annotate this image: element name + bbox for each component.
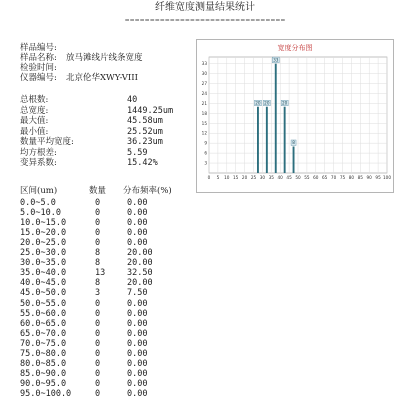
x-tick-label: 90: [366, 175, 372, 180]
y-tick-label: 21: [201, 100, 207, 106]
table-cell: 85.0~90.0: [20, 368, 67, 379]
y-tick-label: 33: [201, 61, 207, 67]
table-cell: 40.0~45.0: [20, 278, 67, 289]
table-header: 分布频率(%): [123, 186, 172, 196]
table-cell: 0.00: [127, 208, 148, 219]
sample-info-label: 样品编号:: [20, 43, 57, 53]
table-cell: 75.0~80.0: [20, 348, 67, 359]
x-tick-label: 65: [322, 175, 328, 180]
stat-label: 最大值:: [20, 116, 49, 126]
stat-label: 总根数:: [20, 95, 49, 105]
table-cell: 0.00: [127, 358, 148, 369]
table-cell: 8: [95, 248, 101, 259]
histogram-bar: [293, 146, 295, 173]
x-tick-label: 100: [383, 175, 391, 180]
histogram-bar: [275, 64, 277, 173]
stat-label: 总宽度:: [20, 106, 49, 116]
table-cell: 0.00: [127, 338, 148, 349]
bar-value-label: 20: [264, 100, 270, 106]
y-tick-label: 3: [204, 160, 207, 166]
table-cell: 0: [95, 318, 101, 329]
table-cell: 0: [95, 198, 101, 208]
histogram-bar: [266, 107, 268, 173]
table-cell: 95.0~100.0: [20, 388, 72, 399]
table-cell: 15.0~20.0: [20, 228, 67, 239]
stat-value: 25.52um: [127, 127, 163, 137]
y-tick-label: 27: [201, 81, 207, 87]
table-header: 数量: [89, 186, 107, 196]
x-tick-label: 40: [277, 175, 283, 180]
x-tick-label: 25: [250, 175, 257, 180]
table-cell: 32.50: [127, 268, 153, 279]
table-cell: 13: [95, 268, 106, 279]
y-tick-label: 30: [201, 71, 207, 77]
table-cell: 35.0~40.0: [20, 268, 67, 279]
table-header: 区间(um): [20, 186, 58, 196]
table-cell: 0: [95, 368, 101, 379]
stat-value: 5.59: [127, 148, 148, 158]
bar-value-label: 33: [273, 57, 279, 63]
stat-value: 15.42%: [127, 158, 158, 168]
sample-info-label: 检验时间:: [20, 63, 57, 73]
table-cell: 0.00: [127, 298, 148, 309]
table-cell: 0.00: [127, 378, 148, 389]
table-cell: 20.00: [127, 278, 153, 289]
x-tick-label: 30: [259, 175, 266, 180]
table-cell: 7.50: [127, 288, 148, 299]
table-cell: 0: [95, 348, 101, 359]
x-tick-label: 20: [241, 175, 248, 180]
table-cell: 0: [95, 228, 101, 239]
stat-label: 数量平均宽度:: [20, 137, 74, 147]
x-tick-label: 35: [268, 175, 274, 180]
x-tick-label: 50: [295, 175, 301, 180]
y-tick-label: 24: [201, 90, 207, 96]
table-cell: 70.0~75.0: [20, 338, 67, 349]
x-tick-label: 0: [207, 175, 211, 180]
table-cell: 0: [95, 208, 101, 219]
table-cell: 0: [95, 338, 101, 349]
table-cell: 55.0~60.0: [20, 308, 67, 319]
table-cell: 3: [95, 288, 101, 299]
bar-value-label: 20: [255, 100, 261, 106]
table-cell: 0: [95, 218, 101, 229]
report-title: 纤维宽度测量结果统计: [155, 2, 255, 13]
table-cell: 80.0~85.0: [20, 358, 67, 369]
stat-label: 均方根差:: [20, 148, 57, 158]
stat-label: 最小值:: [20, 127, 49, 137]
bar-value-label: 8: [292, 140, 295, 146]
table-cell: 0: [95, 358, 101, 369]
table-cell: 0: [95, 238, 101, 249]
x-tick-label: 10: [224, 175, 230, 180]
width-distribution-chart: [196, 39, 394, 193]
table-cell: 5.0~10.0: [20, 208, 61, 219]
table-cell: 50.0~55.0: [20, 298, 67, 309]
table-cell: 8: [95, 258, 101, 269]
table-cell: 0.00: [127, 198, 148, 208]
y-tick-label: 9: [204, 140, 207, 146]
x-tick-label: 70: [330, 175, 337, 180]
table-cell: 20.00: [127, 258, 153, 269]
x-tick-label: 15: [233, 175, 239, 180]
sample-info-value: 北京伦华XWY-VIII: [66, 73, 138, 83]
table-cell: 25.0~30.0: [20, 248, 67, 259]
table-cell: 0.00: [127, 388, 148, 399]
table-cell: 60.0~65.0: [20, 318, 67, 329]
table-cell: 8: [95, 278, 101, 289]
table-cell: 0: [95, 298, 101, 309]
table-cell: 0.00: [127, 368, 148, 379]
x-tick-label: 45: [286, 175, 292, 180]
table-cell: 0.00: [127, 218, 148, 229]
table-cell: 0: [95, 328, 101, 339]
x-tick-label: 75: [339, 175, 346, 180]
title-underline: ================================: [124, 17, 286, 24]
table-cell: 0.00: [127, 328, 148, 339]
histogram-bar: [257, 107, 259, 173]
table-cell: 0: [95, 378, 101, 389]
sample-info-label: 仪器编号:: [20, 73, 57, 83]
table-cell: 20.0~25.0: [20, 238, 67, 249]
table-cell: 0.00: [127, 228, 148, 239]
table-cell: 0.00: [127, 308, 148, 319]
stat-label: 变异系数:: [20, 158, 57, 168]
table-cell: 10.0~15.0: [20, 218, 67, 229]
chart-canvas: [197, 40, 393, 192]
table-cell: 30.0~35.0: [20, 258, 67, 269]
chart-title: 宽度分布图: [277, 44, 313, 52]
x-tick-label: 95: [375, 175, 381, 180]
table-cell: 90.0~95.0: [20, 378, 67, 389]
y-tick-label: 12: [201, 130, 207, 136]
y-tick-label: 18: [201, 110, 207, 116]
x-tick-label: 60: [313, 175, 319, 180]
x-tick-label: 55: [304, 175, 310, 180]
x-tick-label: 5: [216, 175, 220, 180]
histogram-bar: [284, 107, 286, 173]
table-cell: 20.00: [127, 248, 153, 259]
table-cell: 0: [95, 308, 101, 319]
bar-value-label: 20: [281, 100, 288, 106]
stat-value: 45.58um: [127, 116, 163, 126]
table-cell: 65.0~70.0: [20, 328, 67, 339]
x-tick-label: 80: [348, 175, 355, 180]
sample-info-label: 样品名称:: [20, 53, 57, 63]
y-tick-label: 6: [204, 150, 207, 156]
y-tick-label: 15: [201, 120, 207, 126]
stat-value: 1449.25um: [127, 106, 174, 116]
stat-value: 40: [127, 95, 138, 105]
stat-value: 36.23um: [127, 137, 163, 147]
table-cell: 0.0~5.0: [20, 198, 56, 208]
table-cell: 0: [95, 388, 101, 399]
x-tick-label: 85: [357, 175, 363, 180]
table-cell: 45.0~50.0: [20, 288, 67, 299]
table-cell: 0.00: [127, 238, 148, 249]
sample-info-value: 放马滩线片线条宽度: [66, 53, 143, 63]
table-cell: 0.00: [127, 348, 148, 359]
table-cell: 0.00: [127, 318, 148, 329]
